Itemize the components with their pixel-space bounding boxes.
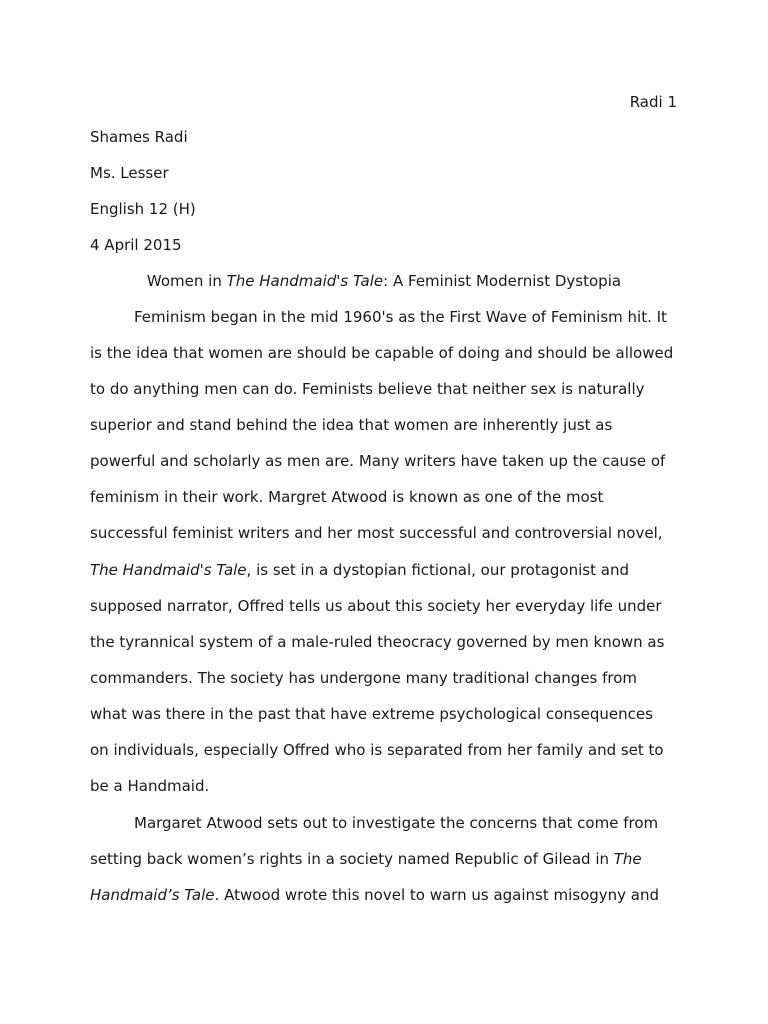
paragraph-line: on individuals, especially Offred who is separated from her family and set to [90,741,664,759]
paragraph-line [90,849,642,869]
line-rest: , is set in a dystopian fictional, our protagonist and [246,561,629,579]
paragraph-line: powerful and scholarly as men are. Many writers have taken up the cause of [90,452,666,470]
paragraph-line: successful feminist writers and her most successful and controversial novel, [90,524,663,542]
course-name: English 12 (H) [90,200,196,218]
paragraph-line [90,885,659,905]
paragraph-line: Feminism began in the mid 1960's as the First Wave of Feminism hit. It [134,308,667,326]
student-name: Shames Radi [90,128,188,146]
paragraph-line: to do anything men can do. Feminists believe that neither sex is naturally [90,380,645,398]
paragraph-line: commanders. The society has undergone many traditional changes from [90,669,638,687]
paragraph-line: the tyrannical system of a male-ruled theocracy governed by men known as [90,633,665,651]
book-title-italic: The Handmaid's Tale [90,561,247,579]
paragraph-line: feminism in their work. Margret Atwood is known as one of the most [90,488,604,506]
book-title-italic: The [613,850,642,868]
line-pre: setting back women’s rights in a society named Republic of Gilead in [90,850,614,868]
running-head: Radi 1 [629,93,677,111]
paragraph-line: be a Handmaid. [90,777,210,795]
teacher-name: Ms. Lesser [90,164,169,182]
line-rest: . Atwood wrote this novel to warn us against misogyny and [214,886,660,904]
essay-title [0,271,768,291]
title-pre: Women in [146,272,227,290]
title-post: : A Feminist Modernist Dystopia [383,272,622,290]
title-italic: The Handmaid's Tale [226,272,384,290]
paragraph-line: Margaret Atwood sets out to investigate the concerns that come from [134,814,659,832]
paragraph-line: what was there in the past that have extreme psychological consequences [90,705,653,723]
book-title-italic: Handmaid’s Tale [90,886,215,904]
essay-date: 4 April 2015 [90,236,182,254]
paragraph-line: supposed narrator, Offred tells us about this society her everyday life under [90,597,662,615]
paragraph-line: superior and stand behind the idea that women are inherently just as [90,416,613,434]
paragraph-line [90,560,629,580]
paragraph-line: is the idea that women are should be capable of doing and should be allowed [90,344,674,362]
